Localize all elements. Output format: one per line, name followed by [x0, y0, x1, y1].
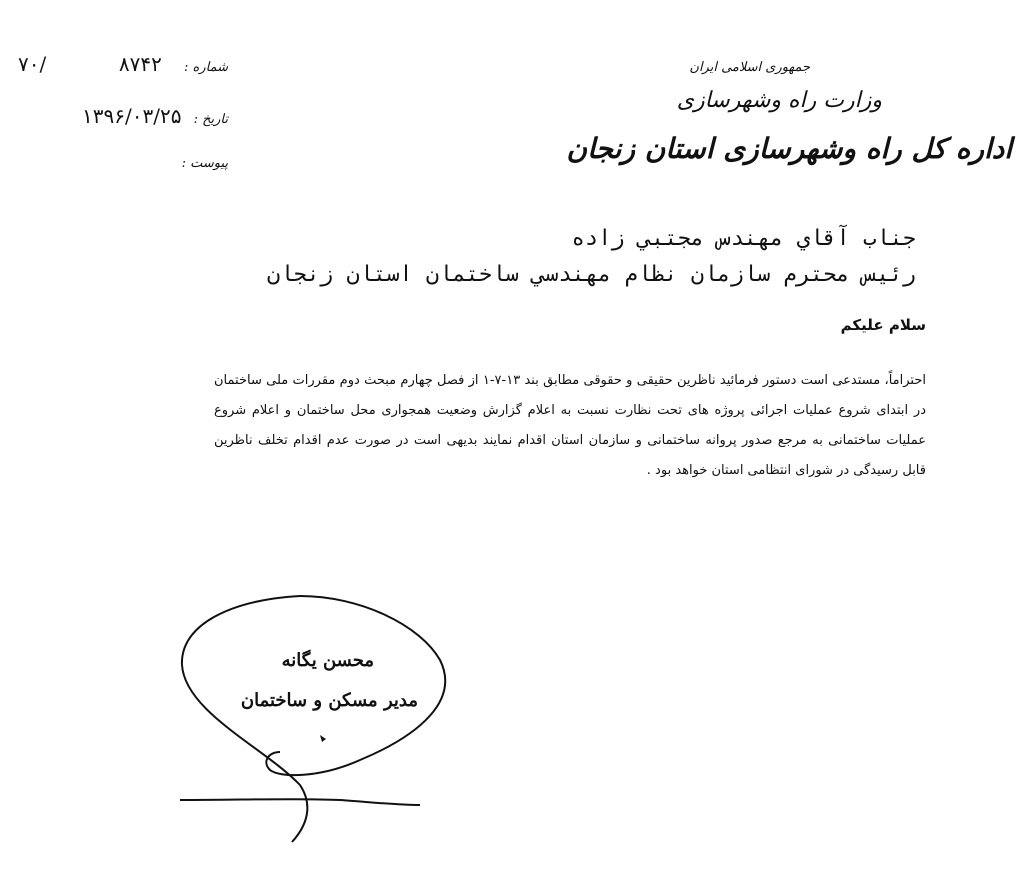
letterhead-republic: جمهوری اسلامی ایران — [689, 60, 810, 75]
letterhead-ministry: وزارت راه وشهرسازی — [676, 88, 882, 113]
letter-attachment-label: پیوست : — [181, 156, 228, 171]
letter-number-label: شماره : — [184, 60, 228, 75]
letter-body: احتراماً، مستدعی است دستور فرمائید ناظرین حقیقی و حقوقی مطابق بند ۱۳-۷-۱ از فصل چهارم مبحث دوم مقررات ملی ساختمان در ابتدای شروع عملیات اجرائی پروژه های تحت نظارت نسبت به اعلام گزارش وضعیت همجواری محل ساختمان و اعلام شروع عملیات ساختمانی به مرجع صدور پروانه ساختمانی و سازمان استان اقدام نمایند بدیهی است در صورت عدم اقدام تخلف ناظرین قابل رسیدگی در شورای انتظامی استان خواهد بود . — [214, 373, 926, 478]
addressee-line-2: رئيس محترم سازمان نظام مهندسي ساختمان استان زنجان — [266, 262, 916, 287]
letter-number-value: ۸۷۴۲ — [118, 52, 162, 76]
corner-code: ۷۰/ — [18, 52, 47, 76]
signatory-title: مدیر مسکن و ساختمان — [240, 690, 418, 711]
letter-date-value: ۱۳۹۶/۰۳/۲۵ — [82, 104, 182, 128]
addressee-line-1: جناب آقاي مهندس مجتبي زاده — [571, 226, 916, 251]
signatory-name: محسن یگانه — [281, 650, 374, 671]
letter-date-label: تاریخ : — [193, 112, 228, 127]
greeting: سلام علیکم — [840, 316, 926, 334]
letterhead-department: اداره کل راه وشهرسازی استان زنجان — [566, 132, 1012, 165]
